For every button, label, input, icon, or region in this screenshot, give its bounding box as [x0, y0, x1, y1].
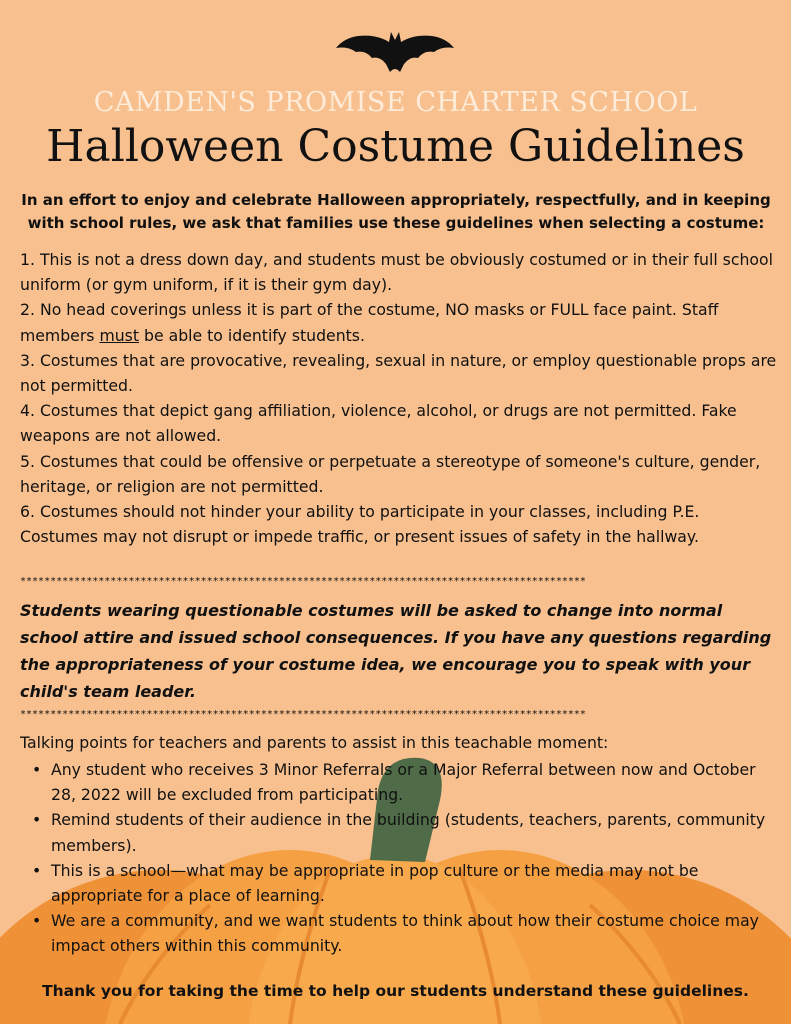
list-item: • Any student who receives 3 Minor Referrals or a Major Referral between now and October 28, 2022 will be excluded from participating.	[51, 757, 780, 807]
divider-bottom: **********************************************************************************************	[20, 709, 586, 720]
divider-top: **********************************************************************************************	[20, 576, 586, 587]
thank-you-note: Thank you for taking the time to help our students understand these guidelines.	[42, 982, 749, 1000]
list-item: • We are a community, and we want students to think about how their costume choice may impact others within this community.	[51, 908, 780, 958]
underlined-must: must	[99, 325, 139, 345]
intro-text: In an effort to enjoy and celebrate Halloween appropriately, respectfully, and in keeping with school rules, we ask that families use these guidelines when selecting a costume:	[21, 191, 771, 232]
list-item: • Remind students of their audience in the building (students, teachers, parents, community members).	[51, 807, 780, 857]
guidelines-list	[20, 247, 780, 549]
guideline-2	[20, 297, 780, 347]
bat-icon	[336, 30, 454, 74]
talking-points-heading: Talking points for teachers and parents to assist in this teachable moment:	[20, 733, 609, 752]
guideline-2-text-end: be able to identify students.	[139, 325, 365, 345]
guideline-1: 1. This is not a dress down day, and students must be obviously costumed or in their full school uniform (or gym uniform, if it is their gym day).	[20, 250, 773, 295]
page-title: Halloween Costume Guidelines	[46, 121, 745, 172]
guideline-4: 4. Costumes that depict gang affiliation, violence, alcohol, or drugs are not permitted. Fake weapons are not allowed.	[20, 401, 737, 446]
guideline-5: 5. Costumes that could be offensive or perpetuate a stereotype of someone's culture, gender, heritage, or religion are not permitted.	[20, 451, 761, 496]
guideline-2-text: 2. No head coverings unless it is part of the costume, NO masks or FULL face paint. Staff members	[20, 300, 719, 345]
warning-text: Students wearing questionable costumes will be asked to change into normal school attire and issued school consequences. If you have any questions regarding the appropriateness of your costume idea, we encourage you to speak with your child's team leader.	[20, 601, 772, 701]
guideline-3: 3. Costumes that are provocative, revealing, sexual in nature, or employ questionable props are not permitted.	[20, 350, 777, 396]
list-item: • This is a school—what may be appropriate in pop culture or the media may not be appropriate for a place of learning.	[51, 858, 780, 908]
talking-points-list	[20, 757, 780, 959]
guideline-6: 6. Costumes should not hinder your ability to participate in your classes, including P.E. Costumes may not disrupt or impede traffic, or present issues of safety in the hallway.	[20, 502, 700, 547]
school-name: CAMDEN'S PROMISE CHARTER SCHOOL	[93, 87, 698, 118]
